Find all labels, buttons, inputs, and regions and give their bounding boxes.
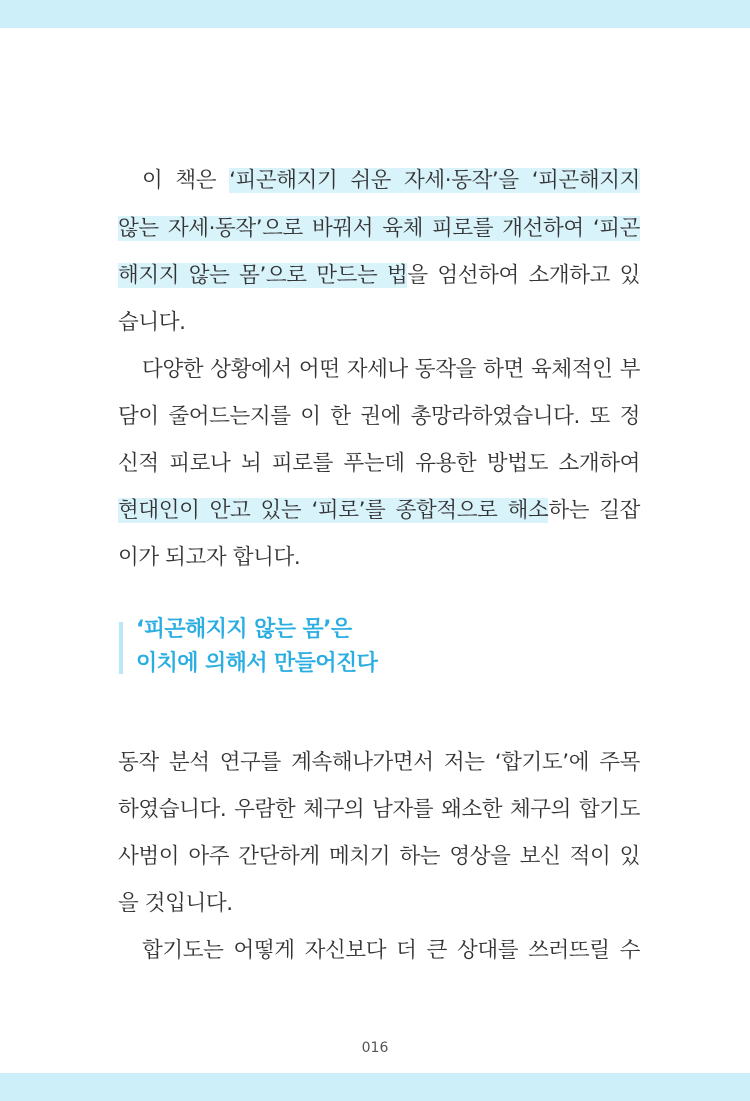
highlighted-text: 현대인이 안고 있는 ‘피로’를 종합적으로 해소 (118, 498, 549, 523)
section-heading-line-1: ‘피곤해지지 않는 몸’은 (136, 617, 352, 642)
text-span: 이 책은 (142, 168, 230, 193)
text-line: 을 것입니다. (118, 891, 233, 916)
text-line: 습니다. (118, 310, 186, 335)
text-line: 담이 줄어드는지를 이 한 권에 총망라하였습니다. 또 정 (118, 404, 640, 429)
text-line (118, 253, 640, 299)
text-line: 다양한 상황에서 어떤 자세나 동작을 하면 육체적인 부 (142, 357, 640, 382)
text-span: 을 엄선하여 소개하고 있 (407, 263, 640, 288)
text-line: 신적 피로나 뇌 피로를 푸는데 유용한 방법도 소개하여 (118, 451, 640, 476)
section-heading-line-2: 이치에 의해서 만들어진다 (136, 651, 378, 676)
text-line (118, 488, 640, 534)
page-number: 016 (361, 1040, 389, 1056)
text-span: 하는 길잡 (548, 498, 640, 523)
text-line (118, 206, 640, 252)
heading-accent-bar (119, 622, 123, 674)
highlighted-text: ‘피곤해지기 쉬운 자세·동작’을 ‘피곤해지지 (229, 168, 640, 193)
highlighted-text: 해지지 않는 몸’으로 만드는 법 (118, 263, 408, 288)
text-line (118, 158, 640, 204)
text-line: 하였습니다. 우람한 체구의 남자를 왜소한 체구의 합기도 (118, 797, 640, 822)
highlighted-text: 않는 자세·동작’으로 바꿔서 육체 피로를 개선하여 ‘피곤 (118, 216, 640, 241)
text-line: 사범이 아주 간단하게 메치기 하는 영상을 보신 적이 있 (118, 844, 640, 869)
text-line: 합기도는 어떻게 자신보다 더 큰 상대를 쓰러뜨릴 수 (142, 938, 640, 963)
top-band (0, 0, 750, 28)
text-line: 이가 되고자 합니다. (118, 545, 301, 570)
bottom-band (0, 1073, 750, 1101)
text-line: 동작 분석 연구를 계속해나가면서 저는 ‘합기도’에 주목 (118, 750, 640, 775)
